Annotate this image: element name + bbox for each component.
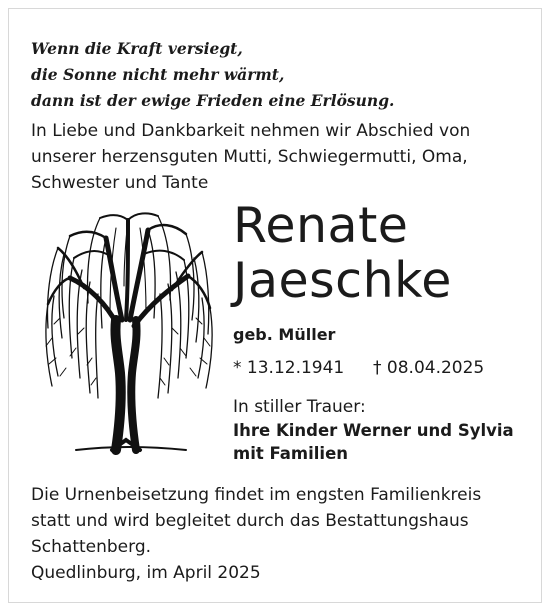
intro-line-2: unserer herzensguten Mutti, Schwiegermutti, Oma, xyxy=(31,147,468,167)
mourners-line-1: Ihre Kinder Werner und Sylvia xyxy=(233,421,514,440)
intro-line-1: In Liebe und Dankbarkeit nehmen wir Abschied von xyxy=(31,121,471,141)
burial-notice xyxy=(31,482,521,560)
last-name: Jaeschke xyxy=(233,252,452,309)
intro-text xyxy=(31,118,521,196)
notice-line-2: statt und wird begleitet durch das Bestattungshaus xyxy=(31,511,469,531)
motto-line-3: dann ist der ewige Frieden eine Erlösung. xyxy=(31,91,395,110)
birth-date: * 13.12.1941 xyxy=(233,358,345,378)
first-name: Renate xyxy=(233,197,409,254)
death-date: † 08.04.2025 xyxy=(373,358,485,378)
mourners-line-2: mit Familien xyxy=(233,444,349,463)
birth-name: geb. Müller xyxy=(233,325,336,344)
motto-verse xyxy=(31,36,511,114)
place-and-date: Quedlinburg, im April 2025 xyxy=(31,563,261,583)
notice-line-3: Schattenberg. xyxy=(31,537,152,557)
mourning-label: In stiller Trauer: xyxy=(233,397,366,417)
intro-line-3: Schwester und Tante xyxy=(31,173,209,193)
motto-line-2: die Sonne nicht mehr wärmt, xyxy=(31,65,285,84)
deceased-name xyxy=(233,198,533,308)
mourners xyxy=(233,419,533,465)
notice-line-1: Die Urnenbeisetzung findet im engsten Familienkreis xyxy=(31,485,482,505)
weeping-tree-icon xyxy=(36,208,220,468)
motto-line-1: Wenn die Kraft versiegt, xyxy=(31,39,243,58)
